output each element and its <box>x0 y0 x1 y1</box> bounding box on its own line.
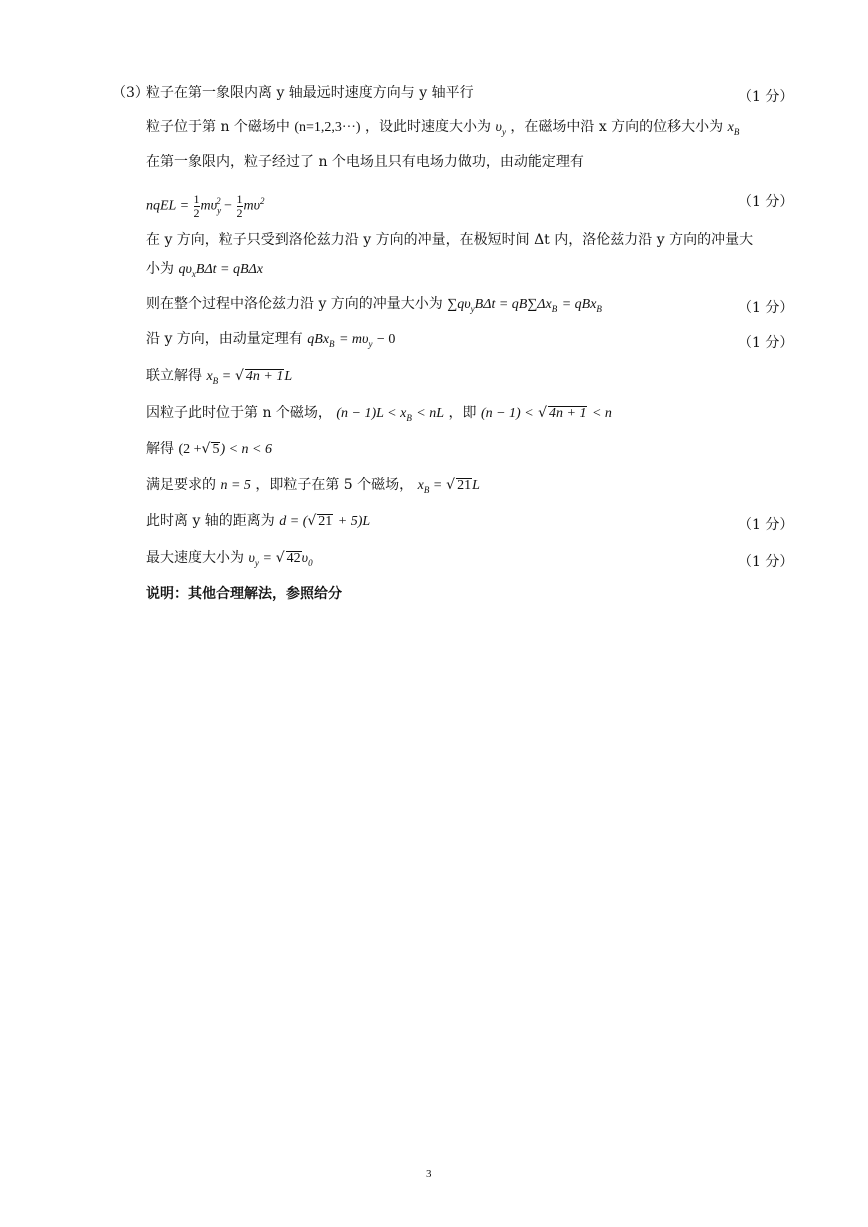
line-text: 解得 <box>146 441 174 457</box>
sqrt-icon: √ <box>446 477 456 493</box>
sqrt-radicand: 4n + 1 <box>549 406 587 421</box>
line-text: 因粒子此时位于第 n 个磁场， <box>146 405 332 421</box>
line-text: 在 y 方向，粒子只受到洛伦兹力沿 y 方向的冲量，在极短时间 Δt 内，洛伦兹力沿 y 方向的冲量大 <box>146 232 754 248</box>
line-text: 粒子位于第 n 个磁场中 <box>146 119 290 135</box>
fraction: $\frac{1}{2}$ <box>236 191 243 220</box>
score-label: （1 分） <box>738 517 794 533</box>
math-expression: BΔt = qB∑Δx <box>474 297 552 312</box>
math-subscript: x <box>191 268 196 279</box>
score-label: （1 分） <box>738 300 794 316</box>
math-subscript: y <box>217 205 222 216</box>
note-text: 说明：其他合理解法，参照给分 <box>146 586 342 602</box>
page-number: 3 <box>426 1168 432 1180</box>
math-expression: (2 + <box>178 442 202 457</box>
math-expression: υ <box>248 551 255 566</box>
math-subscript: y <box>470 303 475 314</box>
math-expression: < n <box>591 406 612 421</box>
line-text: 小为 <box>146 261 174 277</box>
math-subscript: B <box>406 412 412 423</box>
sqrt-radicand: 21 <box>318 514 333 529</box>
math-expression: qBx <box>307 332 330 347</box>
math-subscript: y <box>254 557 259 568</box>
line-text: ，即 <box>448 405 477 421</box>
line-text: ，在磁场中沿 x 方向的位移大小为 <box>510 119 724 135</box>
sqrt-radicand: 42 <box>286 551 301 566</box>
math-subscript: B <box>212 375 219 386</box>
math-subscript: 0 <box>308 557 313 568</box>
line-text: ，即粒子在第 5 个磁场， <box>255 477 414 493</box>
math-expression: BΔt = qBΔx <box>195 262 263 277</box>
sqrt-icon: √ <box>234 368 244 384</box>
math-expression: υ <box>301 551 309 566</box>
line-text: 粒子在第一象限内离 y 轴最远时速度方向与 y 轴平行 <box>146 85 474 101</box>
math-operator: = <box>433 478 442 493</box>
math-expression: nqEL = <box>146 198 190 214</box>
line-text: 此时离 y 轴的距离为 <box>146 513 275 529</box>
math-superscript: 2 <box>216 196 221 206</box>
score-label: （1 分） <box>738 194 794 210</box>
math-expression: mυ <box>243 198 261 214</box>
math-expression: (n=1,2,3···) <box>294 120 361 135</box>
score-label: （1 分） <box>738 554 794 570</box>
math-subscript: B <box>551 303 558 314</box>
math-subscript: B <box>329 338 335 349</box>
math-expression: qυ <box>178 262 192 277</box>
score-label: （1 分） <box>738 89 794 105</box>
math-operator: = <box>263 551 272 566</box>
math-expression: x <box>727 120 734 135</box>
math-expression: < nL <box>416 406 445 421</box>
math-expression: − 0 <box>376 332 396 347</box>
math-expression: x <box>417 478 424 493</box>
math-subscript: B <box>596 303 602 314</box>
math-subscript: y <box>501 126 506 137</box>
fraction: $\frac{1}{2}$ <box>193 191 200 220</box>
math-subscript: B <box>733 126 740 137</box>
line-text: 最大速度大小为 <box>146 550 244 566</box>
math-expression: (n − 1) < <box>480 406 534 421</box>
part-number: （3） <box>112 85 149 101</box>
math-expression: ) < n < 6 <box>220 442 272 457</box>
math-expression: x <box>206 369 213 384</box>
line-text: ，设此时速度大小为 <box>365 119 492 135</box>
math-expression: n = 5 <box>220 478 251 493</box>
sqrt-icon: √ <box>275 550 285 566</box>
line-text: 则在整个过程中洛伦兹力沿 y 方向的冲量大小为 <box>146 296 443 312</box>
math-expression: L <box>284 369 293 384</box>
sqrt-icon: √ <box>307 513 317 529</box>
math-expression: = mυ <box>338 332 369 347</box>
math-expression: L <box>472 478 480 493</box>
sqrt-icon: √ <box>201 441 211 457</box>
math-operator: − <box>224 198 232 214</box>
math-operator: = <box>222 369 231 384</box>
line-text: 联立解得 <box>146 368 202 384</box>
math-superscript: 2 <box>260 196 265 206</box>
line-text: 满足要求的 <box>146 477 216 493</box>
sqrt-radicand: 5 <box>212 442 220 457</box>
math-expression: υ <box>495 120 502 135</box>
score-label: （1 分） <box>738 335 794 351</box>
line-text: 在第一象限内，粒子经过了 n 个电场且只有电场力做功，由动能定理有 <box>146 154 584 170</box>
math-expression: = qBx <box>561 297 597 312</box>
line-text: 沿 y 方向，由动量定理有 <box>146 331 303 347</box>
equation <box>146 188 265 223</box>
math-expression: ∑qυ <box>447 297 471 312</box>
sqrt-radicand: 21 <box>457 478 472 493</box>
sqrt-icon: √ <box>538 405 548 421</box>
math-expression: (n − 1)L < x <box>336 406 407 421</box>
math-subscript: y <box>368 338 373 349</box>
math-expression: d = ( <box>279 514 308 529</box>
sqrt-radicand: 4n + 1 <box>245 369 284 384</box>
math-expression: + 5)L <box>337 514 371 529</box>
math-subscript: B <box>423 484 430 495</box>
math-expression: mυ <box>200 198 218 214</box>
